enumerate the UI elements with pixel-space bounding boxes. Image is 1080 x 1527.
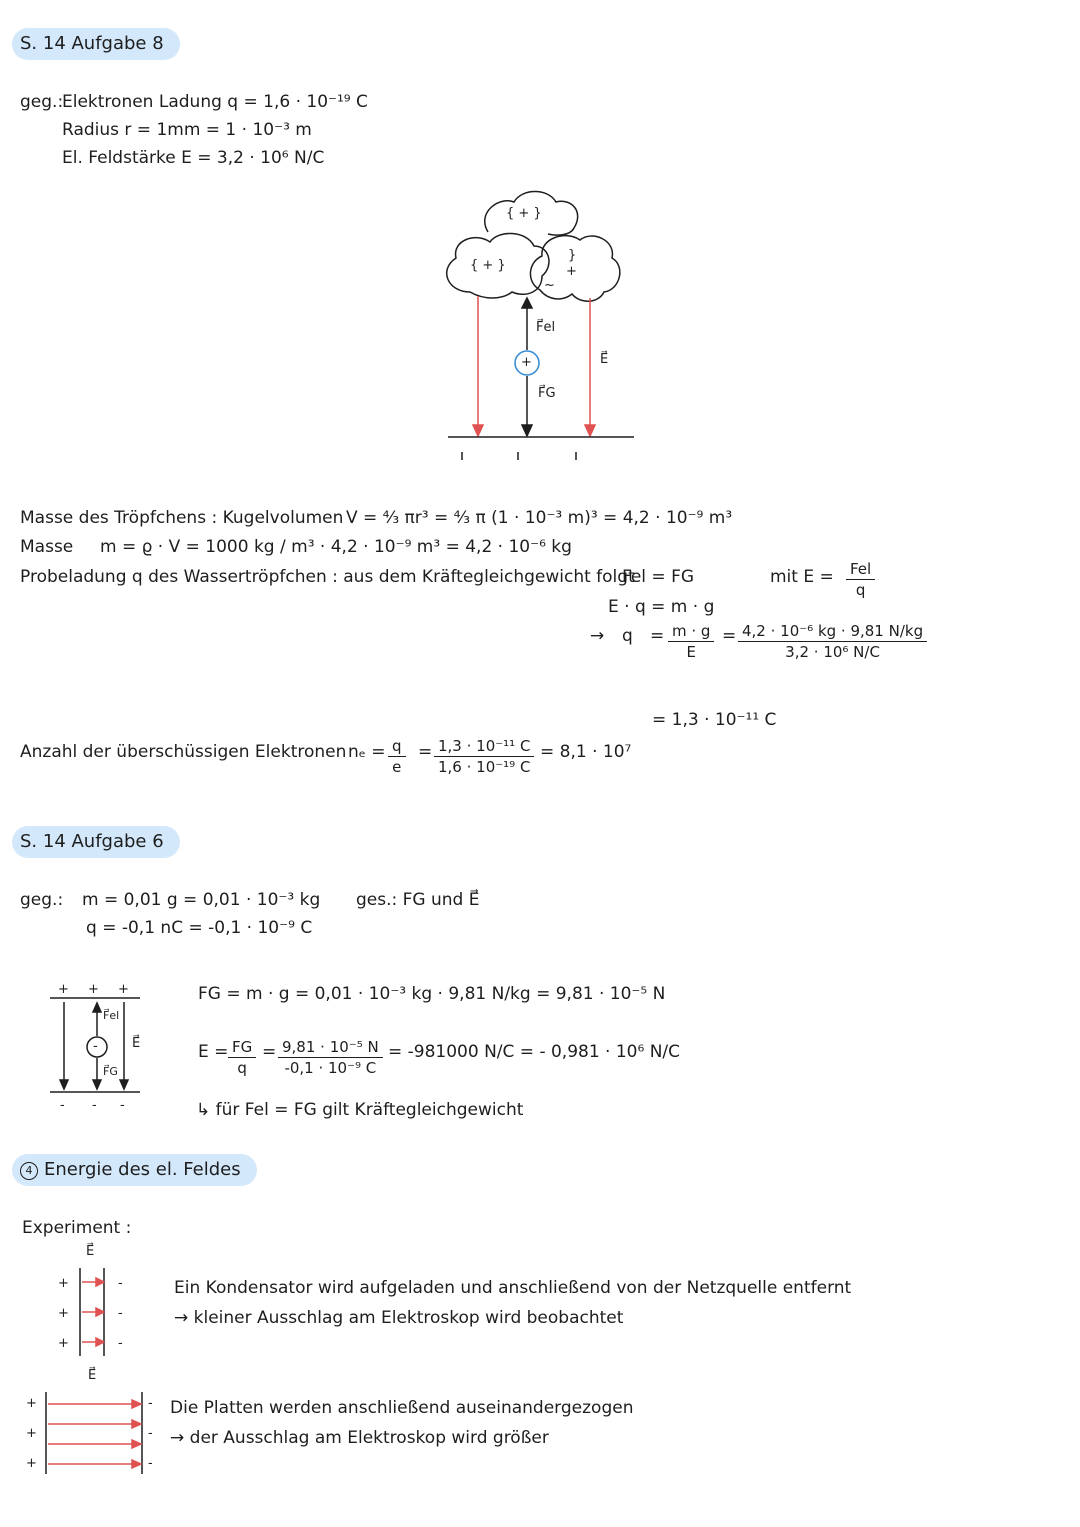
exp1-minus-1: - bbox=[118, 1276, 123, 1291]
experiment-text-2a: Die Platten werden anschließend auseinandergezogen bbox=[170, 1398, 634, 1418]
ne-label: nₑ = bbox=[348, 742, 386, 762]
f-g-label: F⃗G bbox=[538, 386, 556, 401]
plate-plus-3: + bbox=[118, 982, 129, 997]
q-symbol: q bbox=[622, 626, 633, 646]
exp1-plus-3: + bbox=[58, 1336, 69, 1351]
e-fraction-2-num: 9,81 · 10⁻⁵ N bbox=[278, 1038, 383, 1058]
e-result: = -981000 N/C = - 0,981 · 10⁶ N/C bbox=[388, 1042, 681, 1062]
ne-result: = 8,1 · 10⁷ bbox=[540, 742, 632, 762]
cap-e-field: E⃗ bbox=[132, 1036, 141, 1051]
exp2-minus-1: - bbox=[148, 1396, 153, 1411]
electrons-label: Anzahl der überschüssigen Elektronen bbox=[20, 742, 347, 762]
exp1-plus-2: + bbox=[58, 1306, 69, 1321]
q-fraction-2-den: 3,2 · 10⁶ N/C bbox=[785, 643, 880, 661]
volume-formula: V = ⁴⁄₃ πr³ = ⁴⁄₃ π (1 · 10⁻³ m)³ = 4,2 · 10⁻⁹ m³ bbox=[346, 508, 733, 528]
e-field-label: E⃗ bbox=[600, 352, 609, 367]
cloud-right-plus: + bbox=[566, 264, 577, 279]
experiment-text-1a: Ein Kondensator wird aufgeladen und anschließend von der Netzquelle entfernt bbox=[174, 1278, 852, 1298]
mass-label: Masse des Tröpfchens : Kugelvolumen bbox=[20, 508, 344, 528]
cloud-left-charge: { + } bbox=[470, 258, 506, 273]
cloud-top-charge: { + } bbox=[506, 206, 542, 221]
given-radius: Radius r = 1mm = 1 · 10⁻³ m bbox=[62, 120, 312, 140]
task6-given-label: geg.: bbox=[20, 890, 64, 910]
e-label: E = bbox=[198, 1042, 229, 1062]
given-label: geg.: bbox=[20, 92, 64, 112]
exp2-plus-2: + bbox=[26, 1426, 37, 1441]
implies-arrow: → bbox=[590, 626, 605, 646]
section4-title-text: Energie des el. Feldes bbox=[44, 1159, 241, 1180]
given-charge: Elektronen Ladung q = 1,6 · 10⁻¹⁹ C bbox=[62, 92, 368, 112]
exp2-plus-1: + bbox=[26, 1396, 37, 1411]
cloud-right-brace: } bbox=[568, 248, 577, 263]
mass-calc-formula: m = ϱ · V = 1000 kg / m³ · 4,2 · 10⁻⁹ m³ = 4,2 · 10⁻⁶ kg bbox=[100, 537, 572, 557]
exp1-minus-3: - bbox=[118, 1336, 123, 1351]
cap-f-g: F⃗G bbox=[103, 1065, 118, 1078]
plate-minus-2: - bbox=[92, 1098, 97, 1113]
fg-calc: FG = m · g = 0,01 · 10⁻³ kg · 9,81 N/kg = 9,81 · 10⁻⁵ N bbox=[198, 984, 666, 1004]
e-fraction-1-num: FG bbox=[228, 1038, 256, 1058]
given-field-strength: El. Feldstärke E = 3,2 · 10⁶ N/C bbox=[62, 148, 325, 168]
experiment-label: Experiment : bbox=[22, 1218, 132, 1238]
force-balance-eq1: Fel = FG bbox=[622, 567, 695, 587]
mit-fraction-num: Fel bbox=[846, 560, 875, 580]
force-balance-eq2: E · q = m · g bbox=[608, 597, 715, 617]
q-result: = 1,3 · 10⁻¹¹ C bbox=[652, 710, 777, 730]
section-number: 4 bbox=[20, 1162, 38, 1180]
task6-given-mass: m = 0,01 g = 0,01 · 10⁻³ kg bbox=[82, 890, 321, 910]
exp1-plus-1: + bbox=[58, 1276, 69, 1291]
q-fraction-2-num: 4,2 · 10⁻⁶ kg · 9,81 N/kg bbox=[738, 622, 927, 642]
e-fraction-2-den: -0,1 · 10⁻⁹ C bbox=[284, 1059, 377, 1077]
mass-calc-label: Masse bbox=[20, 537, 74, 557]
exp2-minus-2: - bbox=[148, 1426, 153, 1441]
equals-3: = bbox=[418, 742, 433, 762]
task8-title: S. 14 Aufgabe 8 bbox=[12, 28, 180, 60]
mit-fraction-den: q bbox=[855, 581, 866, 599]
task6-wanted: ges.: FG und E⃗ bbox=[356, 890, 480, 910]
ne-fraction-1-den: e bbox=[392, 758, 402, 776]
experiment-text-2b: → der Ausschlag am Elektroskop wird größer bbox=[170, 1428, 549, 1448]
exp1-e-field: E⃗ bbox=[86, 1244, 95, 1259]
e-fraction-1-den: q bbox=[237, 1059, 247, 1077]
f-el-label: F⃗el bbox=[536, 320, 556, 335]
plate-plus-1: + bbox=[58, 982, 69, 997]
plate-plus-2: + bbox=[88, 982, 99, 997]
cap-f-el: F⃗el bbox=[103, 1009, 120, 1022]
plate-minus-3: - bbox=[120, 1098, 125, 1113]
plate-minus-1: - bbox=[60, 1098, 65, 1113]
equals-4: = bbox=[262, 1042, 277, 1062]
q-fraction-1-num: m · g bbox=[668, 622, 714, 642]
task6-given-charge: q = -0,1 nC = -0,1 · 10⁻⁹ C bbox=[86, 918, 313, 938]
ne-fraction-1-num: q bbox=[388, 737, 406, 757]
ne-fraction-2-num: 1,3 · 10⁻¹¹ C bbox=[434, 737, 534, 757]
balance-note: ↳ für Fel = FG gilt Kräftegleichgewicht bbox=[196, 1100, 524, 1120]
q-fraction-1-den: E bbox=[686, 643, 696, 661]
exp2-minus-3: - bbox=[148, 1456, 153, 1471]
equals-1: = bbox=[650, 626, 665, 646]
ne-fraction-2-den: 1,6 · 10⁻¹⁹ C bbox=[438, 758, 531, 776]
task6-title: S. 14 Aufgabe 6 bbox=[12, 826, 180, 858]
exp2-e-field: E⃗ bbox=[88, 1368, 97, 1383]
droplet-charge: + bbox=[521, 355, 532, 370]
experiment-text-1b: → kleiner Ausschlag am Elektroskop wird beobachtet bbox=[174, 1308, 624, 1328]
cloud-minus: ~ bbox=[544, 278, 555, 293]
equals-2: = bbox=[722, 626, 737, 646]
cap-charge: - bbox=[93, 1039, 98, 1054]
charge-line: Probeladung q des Wassertröpfchen : aus dem Kräftegleichgewicht folgt bbox=[20, 567, 635, 587]
mit-label: mit E = bbox=[770, 567, 834, 587]
exp1-minus-2: - bbox=[118, 1306, 123, 1321]
exp2-plus-3: + bbox=[26, 1456, 37, 1471]
